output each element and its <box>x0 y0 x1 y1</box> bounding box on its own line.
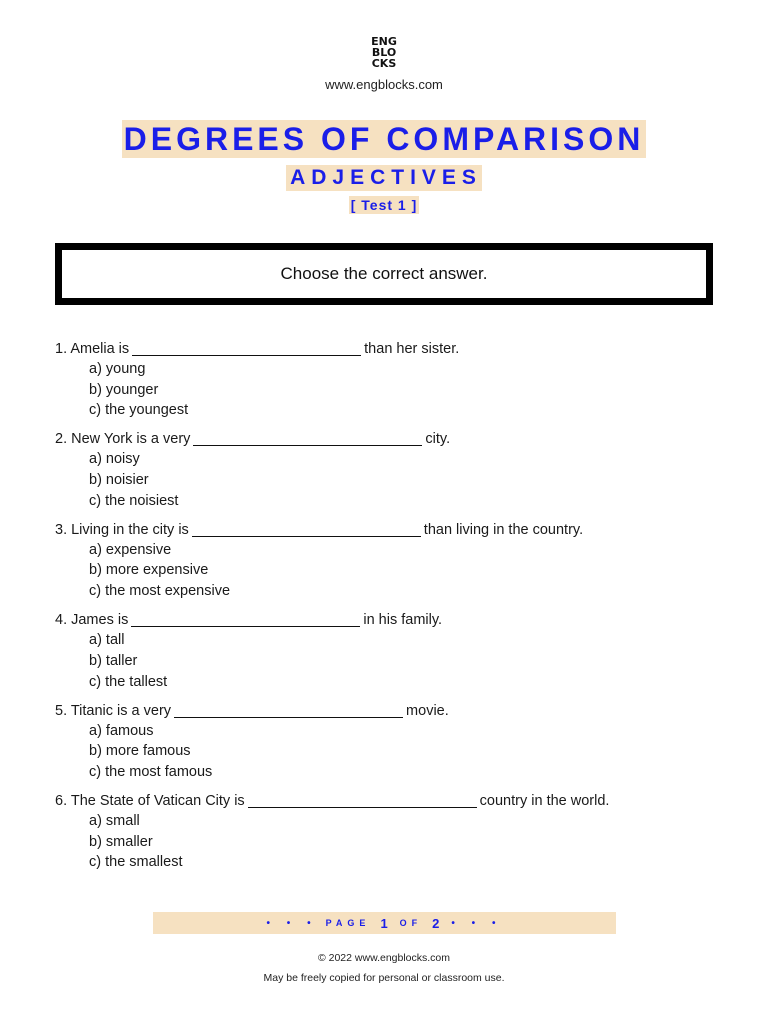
answer-option[interactable]: a) famous <box>89 722 154 739</box>
answer-option[interactable]: a) young <box>89 361 146 377</box>
option-list <box>55 449 735 511</box>
answer-option[interactable]: b) younger <box>89 381 159 398</box>
question-text-after: city. <box>425 431 451 448</box>
answer-option[interactable]: c) the smallest <box>89 854 183 871</box>
question-text-after: country in the world. <box>479 792 610 809</box>
question-item <box>55 791 735 881</box>
current-page: 1 <box>380 915 390 931</box>
answer-option[interactable]: a) small <box>89 812 140 829</box>
question-text-before: 3. Living in the city is <box>55 521 189 538</box>
answer-option[interactable]: b) more expensive <box>89 562 209 579</box>
question-text-before: 5. Titanic is a very <box>55 702 172 719</box>
question-stem <box>55 339 735 359</box>
page-indicator <box>153 912 616 934</box>
answer-option[interactable]: b) more famous <box>89 743 191 760</box>
answer-option[interactable]: c) the most expensive <box>89 583 231 600</box>
dots-left: • • • <box>266 917 318 929</box>
answer-blank[interactable] <box>131 610 360 627</box>
option-list <box>55 630 735 692</box>
question-stem <box>55 610 735 630</box>
total-pages: 2 <box>432 915 442 931</box>
of-word: OF <box>399 918 423 928</box>
dots-right: • • • <box>451 917 503 929</box>
answer-blank[interactable] <box>192 520 421 537</box>
question-item <box>55 429 735 519</box>
question-stem <box>55 791 735 811</box>
question-text-before: 6. The State of Vatican City is <box>55 792 245 809</box>
option-list <box>55 540 735 602</box>
answer-blank[interactable] <box>193 429 422 446</box>
answer-option[interactable]: c) the youngest <box>89 402 189 419</box>
question-stem <box>55 520 735 540</box>
answer-option[interactable]: b) noisier <box>89 472 149 489</box>
answer-option[interactable]: a) expensive <box>89 541 172 558</box>
answer-option[interactable]: b) smaller <box>89 833 153 850</box>
question-item <box>55 520 735 610</box>
answer-blank[interactable] <box>174 701 403 718</box>
answer-blank[interactable] <box>132 339 361 356</box>
worksheet-subtitle: ADJECTIVES <box>286 165 482 191</box>
question-text-after: in his family. <box>363 612 443 629</box>
question-text-before: 2. New York is a very <box>55 431 191 448</box>
worksheet-title: DEGREES OF COMPARISON <box>123 121 645 157</box>
instruction-text: Choose the correct answer. <box>280 264 488 283</box>
answer-blank[interactable] <box>248 791 477 808</box>
answer-option[interactable]: a) noisy <box>89 451 140 468</box>
test-label: [ Test 1 ] <box>350 197 418 213</box>
answer-option[interactable]: c) the noisiest <box>89 492 179 509</box>
option-list <box>55 359 735 421</box>
option-list <box>55 721 735 783</box>
question-item <box>55 339 735 429</box>
question-stem <box>55 701 735 721</box>
svg-text:CKS: CKS <box>371 57 397 70</box>
question-text-before: 4. James is <box>55 612 129 629</box>
copyright: © 2022 www.engblocks.com <box>317 952 451 964</box>
usage-note: May be freely copied for personal or classroom use. <box>263 972 505 984</box>
question-list <box>55 339 735 881</box>
question-text-after: than living in the country. <box>423 521 584 538</box>
answer-option[interactable]: b) taller <box>89 652 138 669</box>
svg-text:ENG: ENG <box>371 35 397 48</box>
question-item <box>55 701 735 791</box>
engblocks-logo <box>366 34 402 70</box>
answer-option[interactable]: a) tall <box>89 632 125 649</box>
svg-text:BLO: BLO <box>371 46 397 59</box>
question-text-before: 1. Amelia is <box>55 341 130 357</box>
site-url[interactable]: www.engblocks.com <box>325 77 443 92</box>
option-list <box>55 811 735 873</box>
question-text-after: movie. <box>406 702 449 719</box>
answer-option[interactable]: c) the most famous <box>89 763 213 780</box>
instruction-box <box>55 243 713 305</box>
question-text-after: than her sister. <box>364 341 460 357</box>
page-word: PAGE <box>325 918 371 928</box>
question-item <box>55 610 735 700</box>
question-stem <box>55 429 735 449</box>
answer-option[interactable]: c) the tallest <box>89 673 168 690</box>
